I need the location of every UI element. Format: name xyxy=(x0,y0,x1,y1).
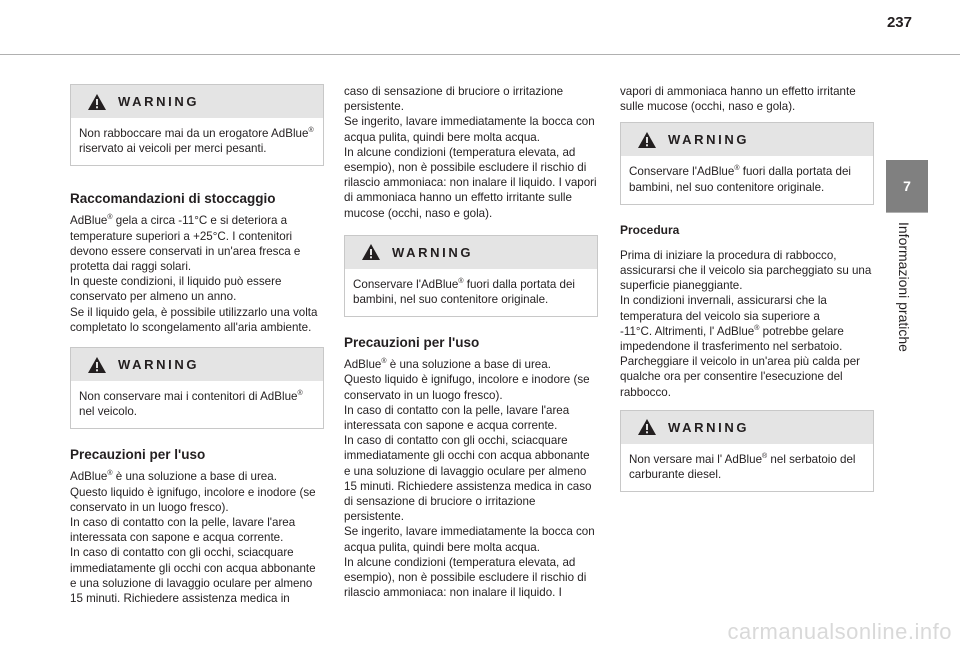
warning-triangle-icon xyxy=(87,356,107,374)
warning-title: WARNING xyxy=(668,419,750,435)
warning-text: Non versare mai l' AdBlue® nel serbatoio del carburante diesel. xyxy=(629,452,856,482)
section-body: AdBlue® è una soluzione a base di urea. Questo liquido è ignifugo, incolore e inodore (se conservato in un luogo fresco). In caso di contatto con la pelle, lavare l'area interessata con sapone e acqua corrente. In caso di contatto con gli occhi, sciacquare immediatamente gli occhi con acqua abbonante e una soluzione di lavaggio oculare per almeno 15 minuti. Richiedere assistenza medica in xyxy=(70,470,316,606)
warning-header xyxy=(621,411,873,444)
section-body: Prima di iniziare la procedura di rabbocco, assicurarsi che il veicolo sia parcheggiato su una superficie pianeggiante. In condizioni invernali, assicurarsi che la temperatura del veicolo sia superiore a -11°C. Altrimenti, l' AdBlue® potrebbe gelare impedendone il trasferimento nel serbatoio. Parcheggiare il veicolo in un'area più calda per qualche ora per consentire l'esecuzione del rabbocco. xyxy=(620,248,872,399)
header-divider xyxy=(0,54,960,55)
chapter-label: Informazioni pratiche xyxy=(896,222,912,352)
warning-header xyxy=(71,85,323,118)
warning-box xyxy=(344,235,598,317)
page-number: 237 xyxy=(886,14,912,31)
chapter-tab[interactable]: 7 xyxy=(886,160,928,212)
warning-box xyxy=(620,122,874,204)
section-title: Procedura xyxy=(620,222,680,237)
warning-text: Conservare l'AdBlue® fuori dalla portata dei bambini, nel suo contenitore originale. xyxy=(629,165,851,194)
column-1 xyxy=(70,84,324,606)
watermark: carmanualsonline.info xyxy=(727,619,952,644)
warning-title: WARNING xyxy=(668,132,750,148)
warning-text: Non rabboccare mai da un erogatore AdBlue® riservato ai veicoli per merci pesanti. xyxy=(79,127,314,156)
warning-triangle-icon xyxy=(87,93,107,111)
warning-triangle-icon xyxy=(637,418,657,436)
warning-triangle-icon xyxy=(361,243,381,261)
column-2 xyxy=(344,84,598,600)
chapter-tab-divider xyxy=(886,212,928,213)
warning-box xyxy=(70,84,324,166)
warning-header xyxy=(621,123,873,156)
warning-header xyxy=(345,236,597,269)
warning-triangle-icon xyxy=(637,131,657,149)
warning-box xyxy=(620,410,874,492)
section-title: Raccomandazioni di stoccaggio xyxy=(70,191,276,207)
warning-text: Conservare l'AdBlue® fuori dalla portata dei bambini, nel suo contenitore originale. xyxy=(353,277,575,307)
warning-title: WARNING xyxy=(118,94,200,109)
continued-text: caso di sensazione di bruciore o irritazione persistente. Se ingerito, lavare immediatamente la bocca con acqua pulita, quindi bere molta acqua. In alcune condizioni (temperatura elevata, ad esempio), non è possibile escludere il rischio di rilascio ammoniaca: non inalare il liquido. I vapori di ammoniaca hanno un effetto irritante sulle mucose (occhi, naso e gola). xyxy=(344,85,597,220)
column-3 xyxy=(620,84,874,504)
section-title: Precauzioni per l'uso xyxy=(70,447,206,463)
warning-title: WARNING xyxy=(392,244,474,260)
section-body: AdBlue® gela a circa -11°C e si deteriora a temperature superiori a +25°C. I contenitori devono essere conservati in un'area fresca e protetta dai raggi solari. In queste condizioni, il liquido può essere conservato per almeno un anno. Se il liquido gela, è possibile utilizzarlo una volta completato lo scongelamento all'aria ambiente. xyxy=(70,214,318,334)
section-title: Precauzioni per l'uso xyxy=(344,335,480,351)
warning-title: WARNING xyxy=(118,357,200,373)
warning-box xyxy=(70,347,324,429)
section-body: AdBlue® è una soluzione a base di urea. Questo liquido è ignifugo, incolore e inodore (se conservato in un luogo fresco). In caso di contatto con la pelle, lavare l'area interessata con sapone e acqua corrente. In caso di contatto con gli occhi, sciacquare immediatamente gli occhi con acqua abbonante e una soluzione di lavaggio oculare per almeno 15 minuti. Richiedere assistenza medica in caso di sensazione di bruciore o irritazione persistente. Se ingerito, lavare immediatamente la bocca con acqua pulita, quindi bere molta acqua. In alcune condizioni (temperatura elevata, ad esempio), non è possibile escludere il rischio di rilascio ammoniaca: non inalare il liquido. I xyxy=(344,358,595,600)
warning-header xyxy=(71,348,323,381)
continued-text: vapori di ammoniaca hanno un effetto irritante sulle mucose (occhi, naso e gola). xyxy=(620,85,856,114)
warning-text: Non conservare mai i contenitori di AdBlue® nel veicolo. xyxy=(79,390,303,419)
